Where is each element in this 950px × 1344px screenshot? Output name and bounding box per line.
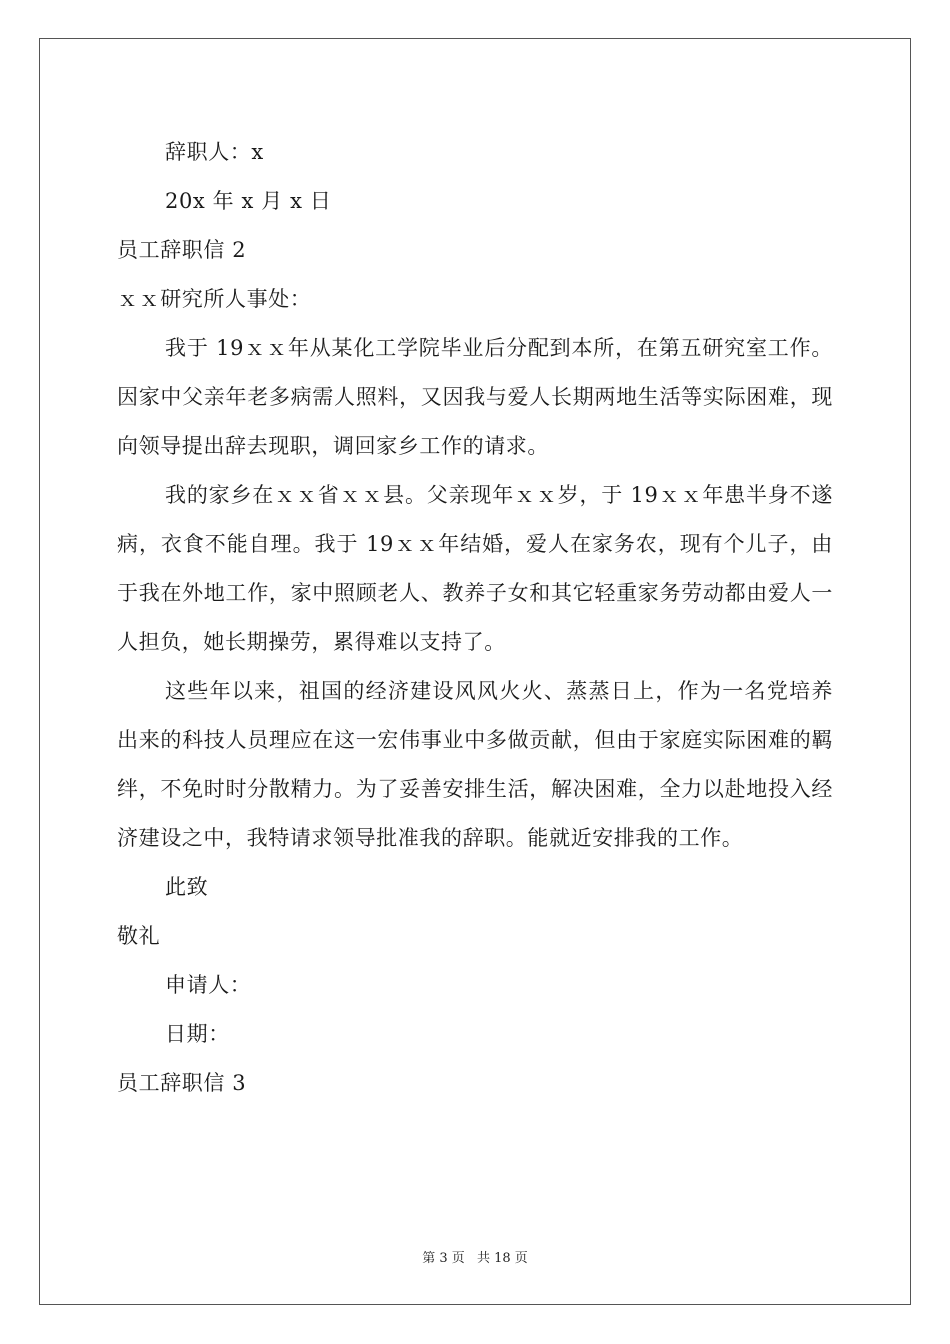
date-line: 20x 年 x 月 x 日 [165, 189, 332, 213]
letter-heading-3: 员工辞职信 3 [117, 1071, 247, 1095]
paragraph-2: 我的家乡在ｘｘ省ｘｘ县。父亲现年ｘｘ岁，于 19ｘｘ年患半身不遂病，衣食不能自理。我于 19ｘｘ年结婚，爱人在家务农，现有个儿子，由于我在外地工作，家中照顾老人、教养子女和其它轻重家务劳动都由爱人一人担负，她长期操劳，累得难以支持了。 [117, 483, 833, 654]
page-footer [0, 1247, 950, 1266]
resigner-line: 辞职人：x [165, 140, 264, 164]
date-label: 日期： [165, 1022, 230, 1046]
paragraph-3: 这些年以来，祖国的经济建设风风火火、蒸蒸日上，作为一名党培养出来的科技人员理应在这一宏伟事业中多做贡献，但由于家庭实际困难的羁绊，不免时时分散精力。为了妥善安排生活，解决困难，全力以赴地投入经济建设之中，我特请求领导批准我的辞职。能就近安排我的工作。 [117, 679, 833, 850]
letter-body [117, 128, 833, 1108]
page-number-current: 第 3 页 [422, 1251, 465, 1266]
letter-heading-2: 员工辞职信 2 [117, 238, 247, 262]
recipient-line: ｘｘ研究所人事处： [117, 287, 312, 311]
closing-salutation: 此致 [165, 875, 209, 899]
paragraph-1: 我于 19ｘｘ年从某化工学院毕业后分配到本所，在第五研究室工作。因家中父亲年老多病需人照料，又因我与爱人长期两地生活等实际困难，现向领导提出辞去现职，调回家乡工作的请求。 [117, 336, 833, 458]
closing-regards: 敬礼 [117, 924, 161, 948]
applicant-label: 申请人： [165, 973, 252, 997]
page-number-total: 共 18 页 [476, 1251, 528, 1266]
